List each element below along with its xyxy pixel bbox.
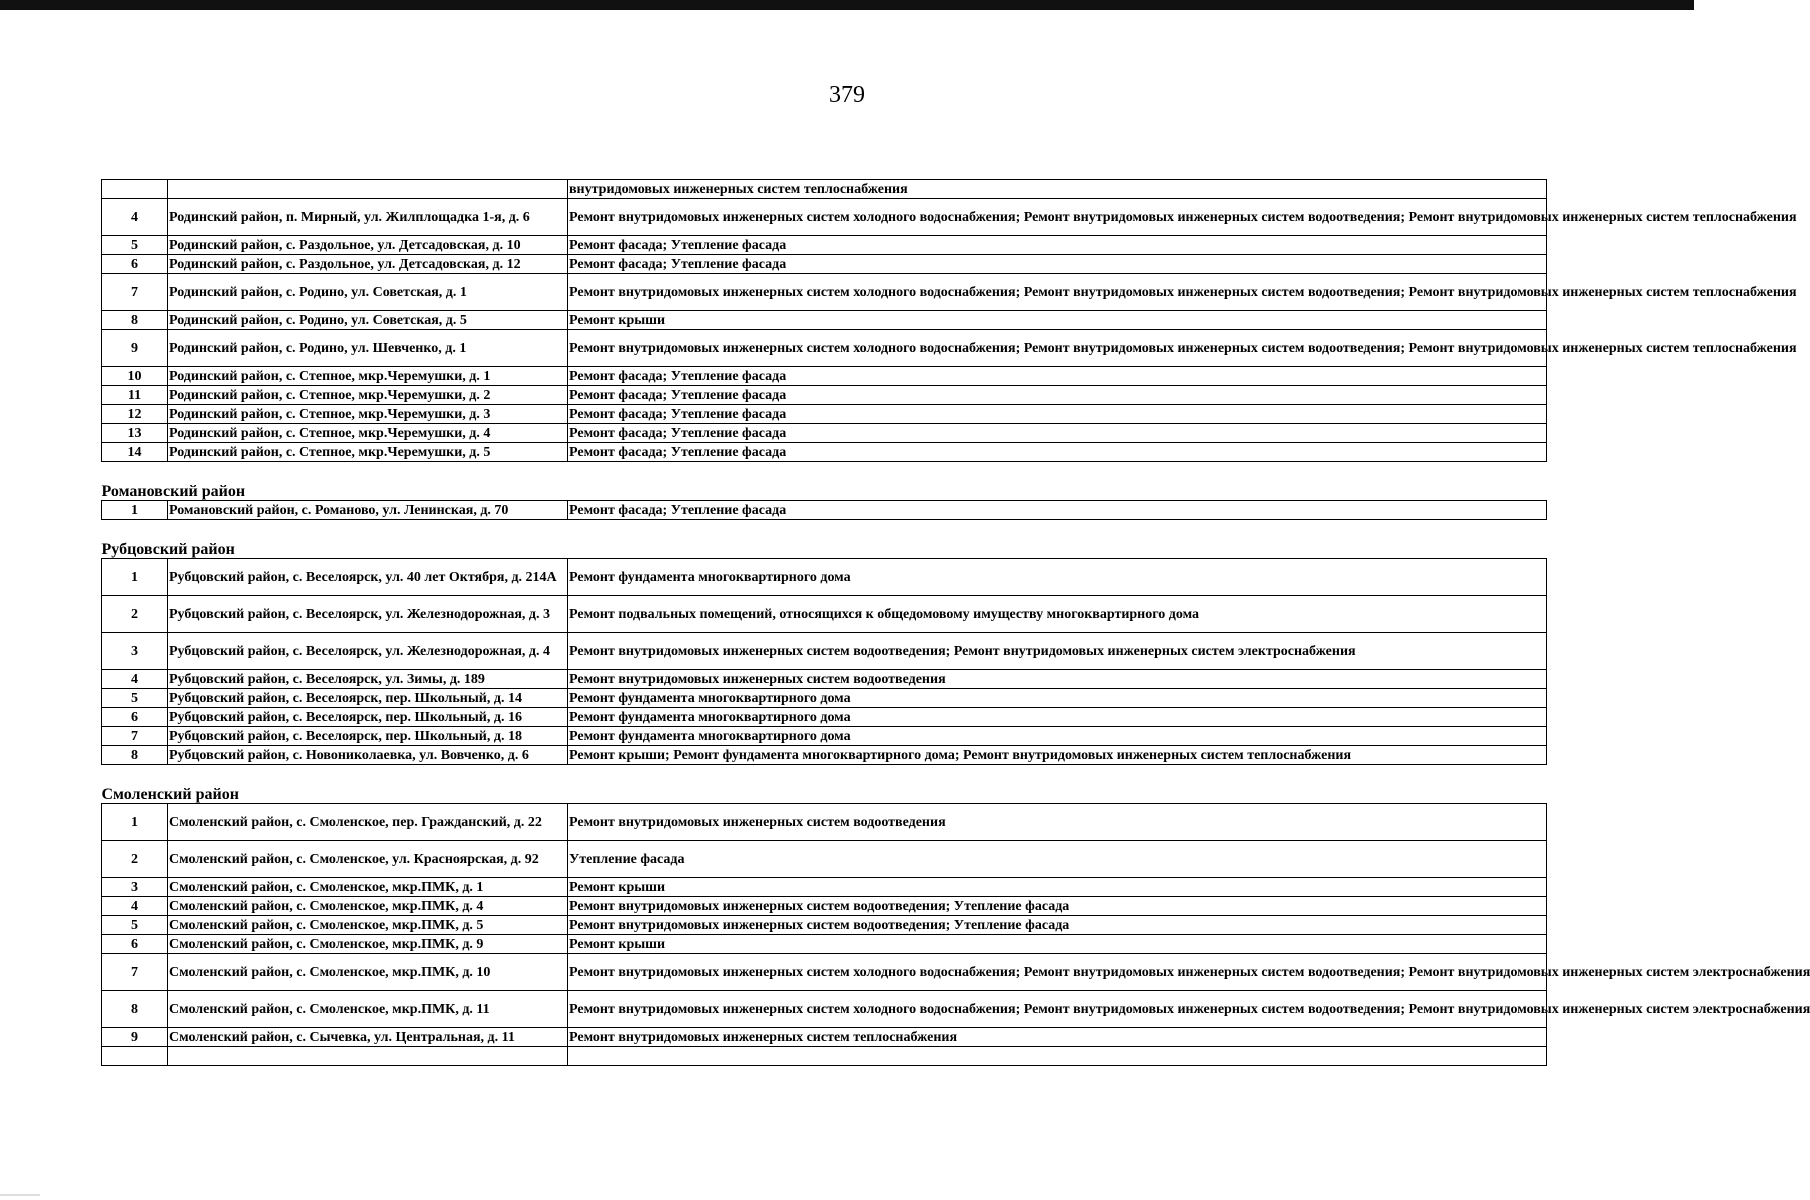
row-number-cell: 5 bbox=[102, 916, 168, 935]
works-cell: Ремонт фасада; Утепление фасада bbox=[568, 386, 1547, 405]
works-cell: Ремонт фасада; Утепление фасада bbox=[568, 405, 1547, 424]
row-number-cell: 8 bbox=[102, 991, 168, 1028]
page-number: 379 bbox=[829, 82, 865, 108]
address-cell: Смоленский район, с. Смоленское, мкр.ПМК, д. 4 bbox=[168, 897, 568, 916]
district-section-row bbox=[102, 520, 1547, 559]
works-cell: Ремонт внутридомовых инженерных систем водоотведения bbox=[568, 804, 1547, 841]
works-cell: внутридомовых инженерных систем теплоснабжения bbox=[568, 180, 1547, 199]
address-cell: Смоленский район, с. Смоленское, пер. Гражданский, д. 22 bbox=[168, 804, 568, 841]
row-number-cell: 5 bbox=[102, 236, 168, 255]
table-row bbox=[102, 954, 1547, 991]
district-section-row bbox=[102, 765, 1547, 804]
works-cell: Ремонт внутридомовых инженерных систем водоотведения bbox=[568, 670, 1547, 689]
table-row bbox=[102, 689, 1547, 708]
works-cell: Ремонт внутридомовых инженерных систем холодного водоснабжения; Ремонт внутридомовых инженерных систем водоотведения; Ремонт внутридомовых инженерных систем теплоснабжения bbox=[568, 330, 1547, 367]
address-cell: Смоленский район, с. Сычевка, ул. Центральная, д. 11 bbox=[168, 1028, 568, 1047]
table-row bbox=[102, 424, 1547, 443]
works-cell: Ремонт крыши; Ремонт фундамента многоквартирного дома; Ремонт внутридомовых инженерных систем теплоснабжения bbox=[568, 746, 1547, 765]
table-row bbox=[102, 274, 1547, 311]
empty-cell bbox=[568, 1047, 1547, 1066]
address-cell: Родинский район, с. Родино, ул. Советская, д. 5 bbox=[168, 311, 568, 330]
row-number-cell: 13 bbox=[102, 424, 168, 443]
table-row bbox=[102, 935, 1547, 954]
address-cell: Родинский район, с. Раздольное, ул. Детсадовская, д. 10 bbox=[168, 236, 568, 255]
row-number-cell: 2 bbox=[102, 596, 168, 633]
row-number-cell: 6 bbox=[102, 255, 168, 274]
scan-margin-mark bbox=[0, 1194, 40, 1196]
table-row bbox=[102, 405, 1547, 424]
address-cell: Рубцовский район, с. Веселоярск, ул. Зимы, д. 189 bbox=[168, 670, 568, 689]
address-cell: Рубцовский район, с. Веселоярск, пер. Школьный, д. 16 bbox=[168, 708, 568, 727]
district-heading: Рубцовский район bbox=[102, 520, 1547, 559]
address-cell: Смоленский район, с. Смоленское, мкр.ПМК, д. 11 bbox=[168, 991, 568, 1028]
row-number-cell: 7 bbox=[102, 727, 168, 746]
district-heading: Смоленский район bbox=[102, 765, 1547, 804]
address-cell: Родинский район, с. Степное, мкр.Черемушки, д. 4 bbox=[168, 424, 568, 443]
table-row bbox=[102, 727, 1547, 746]
empty-cell bbox=[102, 1047, 168, 1066]
address-cell: Рубцовский район, с. Веселоярск, ул. 40 лет Октября, д. 214А bbox=[168, 559, 568, 596]
works-cell: Ремонт фасада; Утепление фасада bbox=[568, 424, 1547, 443]
works-cell: Ремонт внутридомовых инженерных систем водоотведения; Ремонт внутридомовых инженерных систем электроснабжения bbox=[568, 633, 1547, 670]
row-number-cell: 10 bbox=[102, 367, 168, 386]
table-row bbox=[102, 841, 1547, 878]
scan-top-border bbox=[0, 0, 1694, 10]
table-row bbox=[102, 916, 1547, 935]
table-row bbox=[102, 386, 1547, 405]
table-row bbox=[102, 746, 1547, 765]
address-cell: Романовский район, с. Романово, ул. Ленинская, д. 70 bbox=[168, 501, 568, 520]
row-number-cell: 7 bbox=[102, 954, 168, 991]
table-row bbox=[102, 878, 1547, 897]
works-cell: Ремонт фасада; Утепление фасада bbox=[568, 443, 1547, 462]
row-number-cell: 8 bbox=[102, 746, 168, 765]
row-number-cell: 4 bbox=[102, 670, 168, 689]
works-cell: Ремонт фасада; Утепление фасада bbox=[568, 501, 1547, 520]
works-cell: Ремонт внутридомовых инженерных систем теплоснабжения bbox=[568, 1028, 1547, 1047]
row-number-cell: 4 bbox=[102, 199, 168, 236]
works-cell: Ремонт внутридомовых инженерных систем холодного водоснабжения; Ремонт внутридомовых инженерных систем водоотведения; Ремонт внутридомовых инженерных систем электроснабжения bbox=[568, 954, 1547, 991]
table-row bbox=[102, 670, 1547, 689]
table-row bbox=[102, 1028, 1547, 1047]
address-cell: Рубцовский район, с. Веселоярск, ул. Железнодорожная, д. 3 bbox=[168, 596, 568, 633]
works-cell: Ремонт внутридомовых инженерных систем водоотведения; Утепление фасада bbox=[568, 897, 1547, 916]
row-number-cell: 9 bbox=[102, 330, 168, 367]
works-cell: Ремонт крыши bbox=[568, 935, 1547, 954]
row-number-cell: 1 bbox=[102, 559, 168, 596]
works-cell: Ремонт фундамента многоквартирного дома bbox=[568, 708, 1547, 727]
works-cell: Ремонт фундамента многоквартирного дома bbox=[568, 689, 1547, 708]
table-row bbox=[102, 236, 1547, 255]
address-cell: Рубцовский район, с. Веселоярск, ул. Железнодорожная, д. 4 bbox=[168, 633, 568, 670]
address-cell: Рубцовский район, с. Новониколаевка, ул. Вовченко, д. 6 bbox=[168, 746, 568, 765]
row-number-cell: 12 bbox=[102, 405, 168, 424]
row-number-cell: 6 bbox=[102, 935, 168, 954]
table-row bbox=[102, 897, 1547, 916]
table-row bbox=[102, 596, 1547, 633]
works-cell: Ремонт фундамента многоквартирного дома bbox=[568, 727, 1547, 746]
works-cell: Ремонт внутридомовых инженерных систем водоотведения; Утепление фасада bbox=[568, 916, 1547, 935]
table-row bbox=[102, 330, 1547, 367]
row-number-cell: 7 bbox=[102, 274, 168, 311]
table-row bbox=[102, 199, 1547, 236]
table-row bbox=[102, 708, 1547, 727]
row-number-cell: 2 bbox=[102, 841, 168, 878]
table-empty-row bbox=[102, 1047, 1547, 1066]
works-cell: Ремонт фасада; Утепление фасада bbox=[568, 367, 1547, 386]
works-cell: Ремонт подвальных помещений, относящихся к общедомовому имуществу многоквартирного дома bbox=[568, 596, 1547, 633]
row-number-cell: 3 bbox=[102, 878, 168, 897]
address-cell: Родинский район, с. Родино, ул. Шевченко, д. 1 bbox=[168, 330, 568, 367]
table-row bbox=[102, 633, 1547, 670]
address-cell: Смоленский район, с. Смоленское, мкр.ПМК, д. 5 bbox=[168, 916, 568, 935]
works-cell: Ремонт крыши bbox=[568, 878, 1547, 897]
row-number-cell: 4 bbox=[102, 897, 168, 916]
row-number-cell bbox=[102, 180, 168, 199]
address-cell: Родинский район, с. Степное, мкр.Черемушки, д. 5 bbox=[168, 443, 568, 462]
address-cell: Родинский район, с. Степное, мкр.Черемушки, д. 2 bbox=[168, 386, 568, 405]
works-cell: Утепление фасада bbox=[568, 841, 1547, 878]
row-number-cell: 8 bbox=[102, 311, 168, 330]
row-number-cell: 3 bbox=[102, 633, 168, 670]
table-row bbox=[102, 367, 1547, 386]
address-cell: Рубцовский район, с. Веселоярск, пер. Школьный, д. 18 bbox=[168, 727, 568, 746]
row-number-cell: 11 bbox=[102, 386, 168, 405]
row-number-cell: 6 bbox=[102, 708, 168, 727]
address-cell bbox=[168, 180, 568, 199]
row-number-cell: 1 bbox=[102, 804, 168, 841]
works-cell: Ремонт внутридомовых инженерных систем холодного водоснабжения; Ремонт внутридомовых инженерных систем водоотведения; Ремонт внутридомовых инженерных систем электроснабжения bbox=[568, 991, 1547, 1028]
address-cell: Родинский район, с. Степное, мкр.Черемушки, д. 3 bbox=[168, 405, 568, 424]
empty-cell bbox=[168, 1047, 568, 1066]
table-body bbox=[101, 180, 1810, 1066]
row-number-cell: 9 bbox=[102, 1028, 168, 1047]
repair-register-table bbox=[101, 179, 1810, 1066]
works-cell: Ремонт фундамента многоквартирного дома bbox=[568, 559, 1547, 596]
address-cell: Родинский район, с. Родино, ул. Советская, д. 1 bbox=[168, 274, 568, 311]
address-cell: Родинский район, п. Мирный, ул. Жилплощадка 1-я, д. 6 bbox=[168, 199, 568, 236]
works-cell: Ремонт внутридомовых инженерных систем холодного водоснабжения; Ремонт внутридомовых инженерных систем водоотведения; Ремонт внутридомовых инженерных систем теплоснабжения bbox=[568, 199, 1547, 236]
address-cell: Родинский район, с. Раздольное, ул. Детсадовская, д. 12 bbox=[168, 255, 568, 274]
works-cell: Ремонт фасада; Утепление фасада bbox=[568, 255, 1547, 274]
row-number-cell: 5 bbox=[102, 689, 168, 708]
table-row bbox=[102, 991, 1547, 1028]
address-cell: Родинский район, с. Степное, мкр.Черемушки, д. 1 bbox=[168, 367, 568, 386]
address-cell: Смоленский район, с. Смоленское, мкр.ПМК, д. 10 bbox=[168, 954, 568, 991]
works-cell: Ремонт крыши bbox=[568, 311, 1547, 330]
works-cell: Ремонт фасада; Утепление фасада bbox=[568, 236, 1547, 255]
table-row bbox=[102, 311, 1547, 330]
table-row bbox=[102, 501, 1547, 520]
table-row bbox=[102, 443, 1547, 462]
address-cell: Смоленский район, с. Смоленское, мкр.ПМК, д. 9 bbox=[168, 935, 568, 954]
address-cell: Смоленский район, с. Смоленское, ул. Красноярская, д. 92 bbox=[168, 841, 568, 878]
table-row bbox=[102, 559, 1547, 596]
district-section-row bbox=[102, 462, 1547, 501]
row-number-cell: 14 bbox=[102, 443, 168, 462]
works-cell: Ремонт внутридомовых инженерных систем холодного водоснабжения; Ремонт внутридомовых инженерных систем водоотведения; Ремонт внутридомовых инженерных систем теплоснабжения bbox=[568, 274, 1547, 311]
row-number-cell: 1 bbox=[102, 501, 168, 520]
address-cell: Рубцовский район, с. Веселоярск, пер. Школьный, д. 14 bbox=[168, 689, 568, 708]
address-cell: Смоленский район, с. Смоленское, мкр.ПМК, д. 1 bbox=[168, 878, 568, 897]
table-row bbox=[102, 180, 1547, 199]
table-row bbox=[102, 255, 1547, 274]
table-row bbox=[102, 804, 1547, 841]
district-heading: Романовский район bbox=[102, 462, 1547, 501]
